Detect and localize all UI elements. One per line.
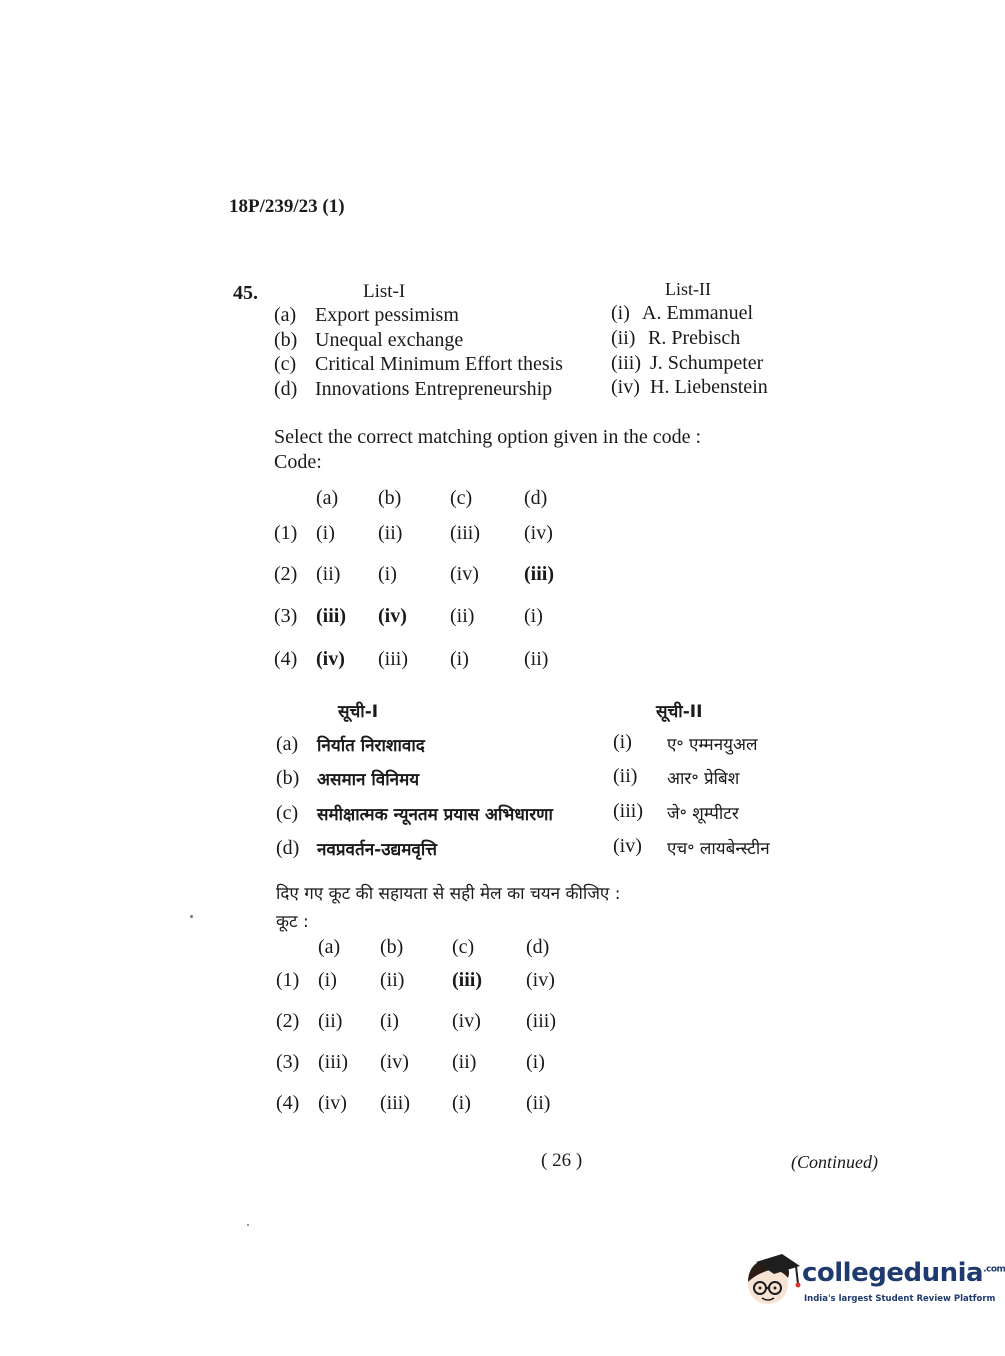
hindi-list2-item-iii: जे॰ शूम्पीटर (667, 804, 739, 824)
option-value: (iii) (318, 1051, 348, 1073)
list1-item-c: Critical Minimum Effort thesis (315, 353, 563, 375)
option-value: (ii) (526, 1092, 551, 1114)
instruction-hindi: दिए गए कूट की सहायता से सही मेल का चयन कीजिए : (276, 884, 621, 904)
hindi-list2-item-i: ए॰ एम्मनयुअल (667, 735, 758, 755)
option-value: (ii) (452, 1051, 477, 1073)
list1-item-a: Export pessimism (315, 304, 459, 326)
code-header-d: (d) (524, 487, 548, 509)
code-label-hindi: कूट : (276, 912, 309, 932)
option-value: (iv) (378, 605, 407, 627)
code-header-a: (a) (318, 936, 341, 958)
option-value: (i) (526, 1051, 545, 1073)
option-number: (4) (276, 1092, 300, 1114)
logo-tagline: India's largest Student Review Platform (804, 1294, 996, 1304)
list1-label-a: (a) (274, 304, 297, 326)
list1-item-d: Innovations Entrepreneurship (315, 378, 553, 400)
hindi-list2-item-ii: आर॰ प्रेबिश (667, 769, 740, 789)
hindi-list2-item-iv: एच॰ लायबेन्स्टीन (667, 839, 770, 859)
option-number: (2) (276, 1010, 300, 1032)
option-value: (iii) (380, 1092, 410, 1114)
list2-label-i: (i) (611, 302, 630, 324)
code-header-d: (d) (526, 936, 550, 958)
list2-item-i: A. Emmanuel (642, 302, 754, 324)
option-value: (iv) (526, 969, 555, 991)
code-header-a: (a) (316, 487, 339, 509)
hindi-list1-item-a: निर्यात निराशावाद (317, 736, 425, 756)
hindi-list1-title: सूची-I (338, 702, 379, 722)
instruction-english: Select the correct matching option given in the code : (274, 426, 702, 448)
collegedunia-logo (742, 1252, 1005, 1312)
list1-label-d: (d) (274, 378, 298, 400)
option-value: (ii) (316, 563, 341, 585)
hindi-list2-label-iv: (iv) (613, 835, 642, 857)
hindi-list2-label-iii: (iii) (613, 800, 643, 822)
option-value: (iv) (318, 1092, 347, 1114)
option-value: (i) (524, 605, 543, 627)
option-value: (iii) (316, 605, 346, 627)
list1-label-b: (b) (274, 329, 298, 351)
option-value: (ii) (450, 605, 475, 627)
option-number: (1) (276, 969, 300, 991)
option-value: (iv) (452, 1010, 481, 1032)
list2-title: List-II (665, 279, 711, 299)
option-value: (iii) (378, 648, 408, 670)
hindi-list1-label-d: (d) (276, 837, 300, 859)
option-value: (iii) (526, 1010, 556, 1032)
option-number: (3) (276, 1051, 300, 1073)
mascot-icon (742, 1252, 802, 1312)
list2-label-iv: (iv) (611, 376, 640, 398)
option-value: (i) (316, 522, 335, 544)
list1-item-b: Unequal exchange (315, 329, 464, 351)
option-number: (4) (274, 648, 298, 670)
list1-title: List-I (363, 281, 406, 302)
scan-speck (190, 915, 193, 918)
logo-wordmark: collegedunia$^{.com}$ (802, 1258, 1005, 1288)
option-value: (iv) (380, 1051, 409, 1073)
hindi-list1-label-a: (a) (276, 733, 299, 755)
option-value: (i) (450, 648, 469, 670)
code-header-c: (c) (452, 936, 475, 958)
list2-item-ii: R. Prebisch (648, 327, 741, 349)
paper-code: 18P/239/23 (1) (229, 196, 345, 217)
list2-label-ii: (ii) (611, 327, 636, 349)
option-value: (i) (380, 1010, 399, 1032)
hindi-list2-title: सूची-II (656, 702, 703, 722)
code-header-c: (c) (450, 487, 473, 509)
hindi-list1-label-b: (b) (276, 767, 300, 789)
option-value: (i) (452, 1092, 471, 1114)
code-label-english: Code: (274, 451, 322, 473)
list2-item-iii: J. Schumpeter (650, 352, 764, 374)
option-value: (i) (318, 969, 337, 991)
hindi-list1-item-d: नवप्रवर्तन-उद्यमवृत्ति (317, 840, 437, 860)
option-number: (2) (274, 563, 298, 585)
code-header-b: (b) (380, 936, 404, 958)
continued-note: (Continued) (791, 1152, 878, 1172)
option-value: (ii) (380, 969, 405, 991)
list2-label-iii: (iii) (611, 352, 641, 374)
page-number: ( 26 ) (541, 1150, 583, 1171)
option-value: (iii) (524, 563, 554, 585)
hindi-list2-label-i: (i) (613, 731, 632, 753)
option-value: (i) (378, 563, 397, 585)
question-number: 45. (233, 282, 258, 304)
option-value: (iii) (452, 969, 482, 991)
option-value: (ii) (318, 1010, 343, 1032)
option-number: (3) (274, 605, 298, 627)
hindi-list1-item-c: समीक्षात्मक न्यूनतम प्रयास अभिधारणा (317, 805, 553, 825)
option-number: (1) (274, 522, 298, 544)
hindi-list1-item-b: असमान विनिमय (317, 770, 420, 790)
option-value: (iv) (316, 648, 345, 670)
option-value: (ii) (378, 522, 403, 544)
hindi-list2-label-ii: (ii) (613, 765, 638, 787)
option-value: (iii) (450, 522, 480, 544)
option-value: (ii) (524, 648, 549, 670)
option-value: (iv) (524, 522, 553, 544)
option-value: (iv) (450, 563, 479, 585)
scan-speck (247, 1224, 249, 1226)
hindi-list1-label-c: (c) (276, 802, 299, 824)
code-header-b: (b) (378, 487, 402, 509)
list2-item-iv: H. Liebenstein (650, 376, 768, 398)
list1-label-c: (c) (274, 353, 297, 375)
